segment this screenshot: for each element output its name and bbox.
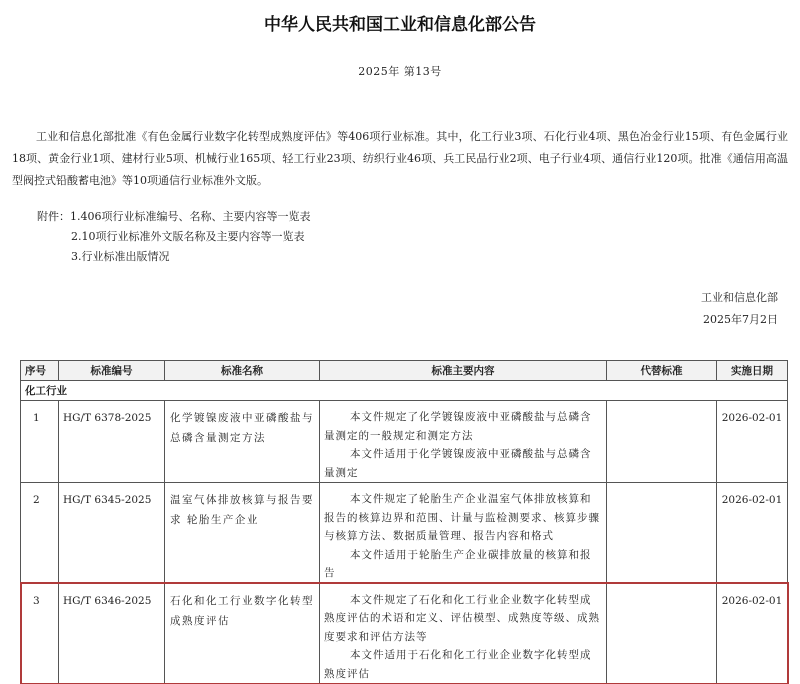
- cell-replace: [607, 583, 717, 684]
- signature-date: 2025年7月2日: [703, 313, 778, 326]
- content-scope: 本文件规定了石化和化工行业企业数字化转型成熟度评估的术语和定义、评估模型、成熟度等级、成熟度要求和评估方法等: [324, 593, 600, 643]
- table-row: [21, 483, 788, 584]
- attachment-item: 3.行业标准出版情况: [71, 250, 170, 263]
- header-seq: 序号: [21, 361, 59, 381]
- cell-name: 温室气体排放核算与报告要求 轮胎生产企业: [165, 483, 320, 584]
- table-row: [21, 401, 788, 483]
- cell-replace: [607, 483, 717, 584]
- cell-content: [320, 401, 607, 483]
- cell-content: [320, 483, 607, 584]
- attachment-item: 1.406项行业标准编号、名称、主要内容等一览表: [70, 210, 311, 223]
- table-header-row: [21, 361, 788, 381]
- content-scope: 本文件规定了轮胎生产企业温室气体排放核算和报告的核算边界和范围、计量与监检测要求、核算步骤与核算方法、数据质量管理、报告内容和格式: [324, 493, 600, 542]
- cell-name: 化学镀镍废液中亚磷酸盐与总磷含量测定方法: [165, 401, 320, 483]
- cell-code: HG/T 6346-2025: [59, 583, 165, 684]
- content-applicability: 本文件适用于石化和化工行业企业数字化转型成熟度评估: [324, 649, 592, 680]
- header-code: 标准编号: [59, 361, 165, 381]
- cell-seq: 2: [21, 483, 59, 584]
- signature-org: 工业和信息化部: [701, 291, 778, 304]
- cell-seq: 1: [21, 401, 59, 483]
- page-title: 中华人民共和国工业和信息化部公告: [264, 15, 536, 35]
- header-replace: 代替标准: [607, 361, 717, 381]
- announcement-body: 工业和信息化部批准《有色金属行业数字化转型成熟度评估》等406项行业标准。其中，化工行业3项、石化行业4项、黑色冶金行业15项、有色金属行业18项、黄金行业1项、建材行业5项、机械行业165项、轻工行业23项、纺织行业46项、兵工民品行业2项、电子行业4项、通信行业120项。批准《通信用高温型阀控式铅酸蓄电池》等10项通信行业标准外文版。: [12, 130, 788, 187]
- cell-seq: 3: [21, 583, 59, 684]
- content-applicability: 本文件适用于化学镀镍废液中亚磷酸盐与总磷含量测定: [324, 448, 592, 479]
- standards-table: [20, 360, 788, 684]
- header-content: 标准主要内容: [320, 361, 607, 381]
- cell-date: 2026-02-01: [717, 583, 788, 684]
- table-row-highlighted: [21, 583, 788, 684]
- header-date: 实施日期: [717, 361, 788, 381]
- attachment-item: 2.10项行业标准外文版名称及主要内容等一览表: [71, 230, 305, 243]
- header-name: 标准名称: [165, 361, 320, 381]
- cell-code: HG/T 6345-2025: [59, 483, 165, 584]
- cell-content: [320, 583, 607, 684]
- cell-replace: [607, 401, 717, 483]
- cell-name: 石化和化工行业数字化转型成熟度评估: [165, 583, 320, 684]
- attachment-label: 附件：: [37, 210, 70, 223]
- content-scope: 本文件规定了化学镀镍废液中亚磷酸盐与总磷含量测定的一般规定和测定方法: [324, 411, 592, 442]
- cell-code: HG/T 6378-2025: [59, 401, 165, 483]
- cell-date: 2026-02-01: [717, 401, 788, 483]
- category-row: [21, 381, 788, 401]
- category-label: 化工行业: [21, 381, 788, 401]
- content-applicability: 本文件适用于轮胎生产企业碳排放量的核算和报告: [324, 548, 592, 579]
- cell-date: 2026-02-01: [717, 483, 788, 584]
- attachment-list: [37, 209, 311, 225]
- announcement-number: 2025年 第13号: [358, 65, 442, 78]
